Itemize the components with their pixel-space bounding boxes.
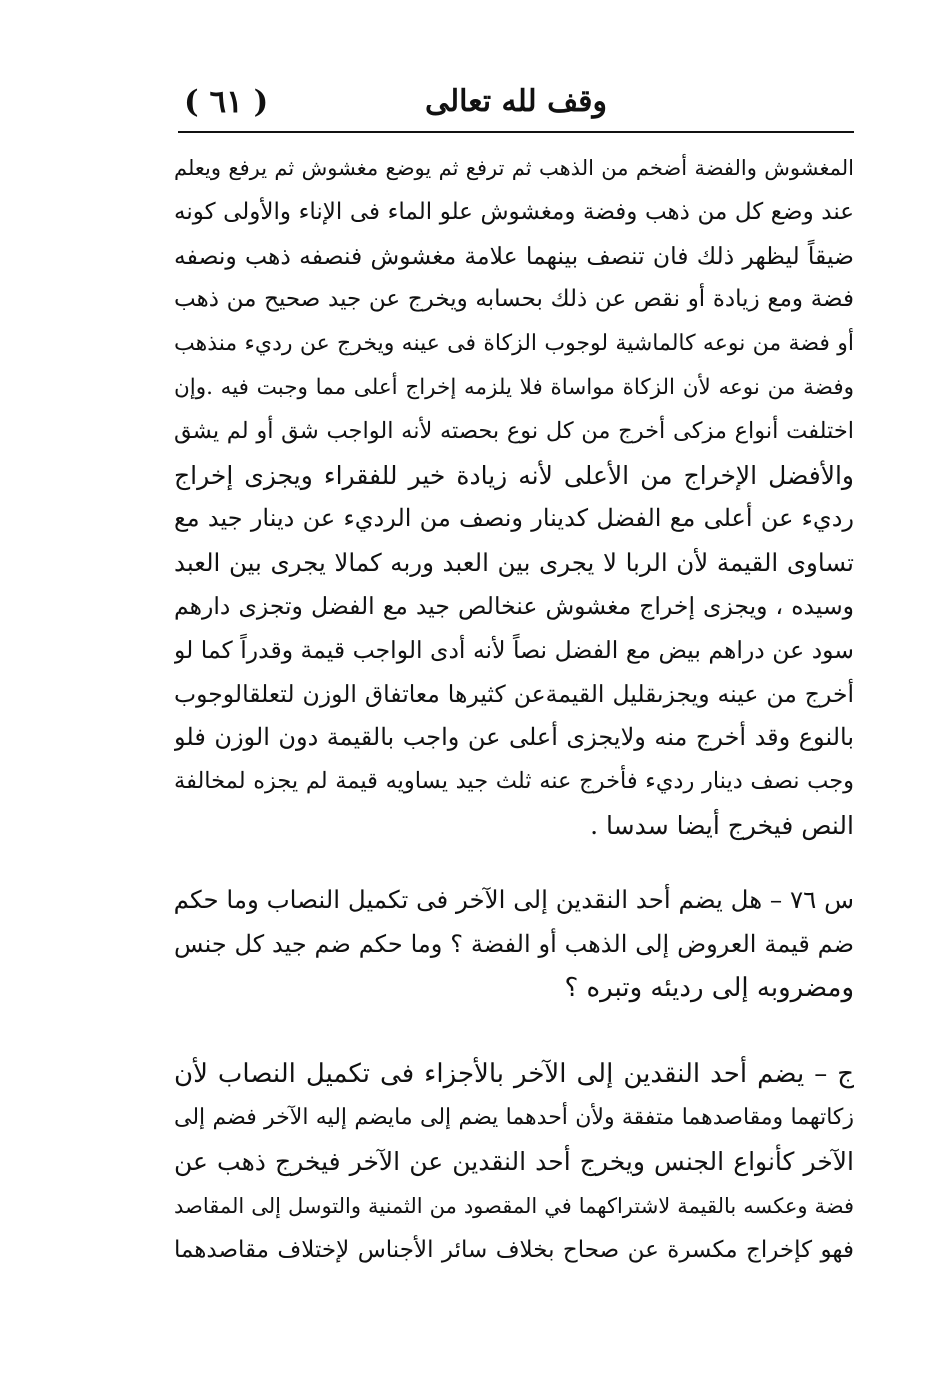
text-line: سود عن دراهم بيض مع الفضل نصاً لأنه أدى الواجب قيمة وقدراً كما لو — [174, 635, 854, 664]
text-line: ج – يضم أحد النقدين إلى الآخر بالأجزاء فى تكميل النصاب لأن — [174, 1059, 854, 1089]
text-line: ضم قيمة العروض إلى الذهب أو الفضة ؟ وما حكم ضم جيد كل جنس — [174, 930, 854, 958]
header-rule — [178, 131, 854, 133]
text-line: بالنوع وقد أخرج منه ولايجزى أعلى عن واجب بالقيمة دون الوزن فلو — [174, 723, 854, 752]
page-number: ( ٦١ ) — [184, 84, 269, 120]
text-line: فضة وعكسه بالقيمة لاشتراكهما في المقصود من الثمنية والتوسل إلى المقاصد — [174, 1194, 854, 1218]
text-line: أو فضة من نوعه كالماشية لوجوب الزكاة فى عينه ويخرج عن رديء منذهب — [174, 331, 854, 357]
text-line: النص فيخرج أيضا سدسا . — [590, 810, 854, 840]
text-line: وجب نصف دينار رديء فأخرج عنه ثلث جيد يساويه قيمة لم يجزه لمخالفة — [174, 768, 854, 795]
text-line: الآخر كأنواع الجنس ويخرج أحد النقدين عن الآخر فيخرج ذهب عن — [174, 1147, 854, 1176]
page-header — [180, 78, 852, 128]
text-line: وسيده ، ويجزى إخراج مغشوش عنخالص جيد مع الفضل وتجزى دارهم — [174, 591, 854, 620]
running-title: وقف لله تعالى — [424, 84, 608, 119]
text-line: فهو كإخراج مكسرة عن صحاح بخلاف سائر الأجناس لإختلاف مقاصدهما — [174, 1237, 854, 1263]
text-line: أخرج من عينه ويجزىقليل القيمةعن كثيرها معاتفاق الوزن لتعلقالوجوب — [174, 679, 854, 708]
answer-76 — [174, 1052, 854, 1272]
paragraph-zakat-metals — [174, 147, 854, 848]
text-line: اختلفت أنواع مزكى أخرج من كل نوع بحصته لأنه الواجب شق أو لم يشق — [174, 417, 854, 444]
text-line: فضة ومع زيادة أو نقص عن ذلك بحسابه ويخرج عن جيد صحيح من ذهب — [174, 286, 854, 313]
text-line: عند وضع كل من ذهب وفضة ومغشوش علو الماء فى الإناء والأولى كونه — [174, 198, 854, 225]
text-line: س ٧٦ – هل يضم أحد النقدين إلى الآخر فى تكميل النصاب وما حكم — [174, 885, 854, 914]
text-line: ومضروبه إلى رديئه وتبره ؟ — [564, 973, 854, 1003]
question-76 — [174, 878, 854, 1010]
text-line: وفضة من نوعه لأن الزكاة مواساة فلا يلزمه إخراج أعلى مما وجبت فيه .وإن — [174, 374, 854, 400]
text-line: المغشوش والفضة أضخم من الذهب ثم ترفع ثم يوضع مغشوش ثم يرفع ويعلم — [174, 156, 854, 180]
text-line: تساوى القيمة لأن الربا لا يجرى بين العبد وربه كمالا يجرى بين العبد — [174, 548, 854, 578]
text-line: زكاتهما ومقاصدهما متفقة ولأن أحدهما يضم إلى مايضم إليه الآخر فضم إلى — [174, 1105, 854, 1130]
text-line: رديء عن أعلى مع الفضل كدينار ونصف من الرديء عن دينار جيد مع — [174, 504, 854, 533]
text-line: ضيقاً ليظهر ذلك فان تنصف بينهما علامة مغشوش فنصفه ذهب ونصفه — [174, 241, 854, 270]
text-line: والأفضل الإخراج من الأعلى لأنه زيادة خير للفقراء ويجزى إخراج — [174, 460, 854, 490]
